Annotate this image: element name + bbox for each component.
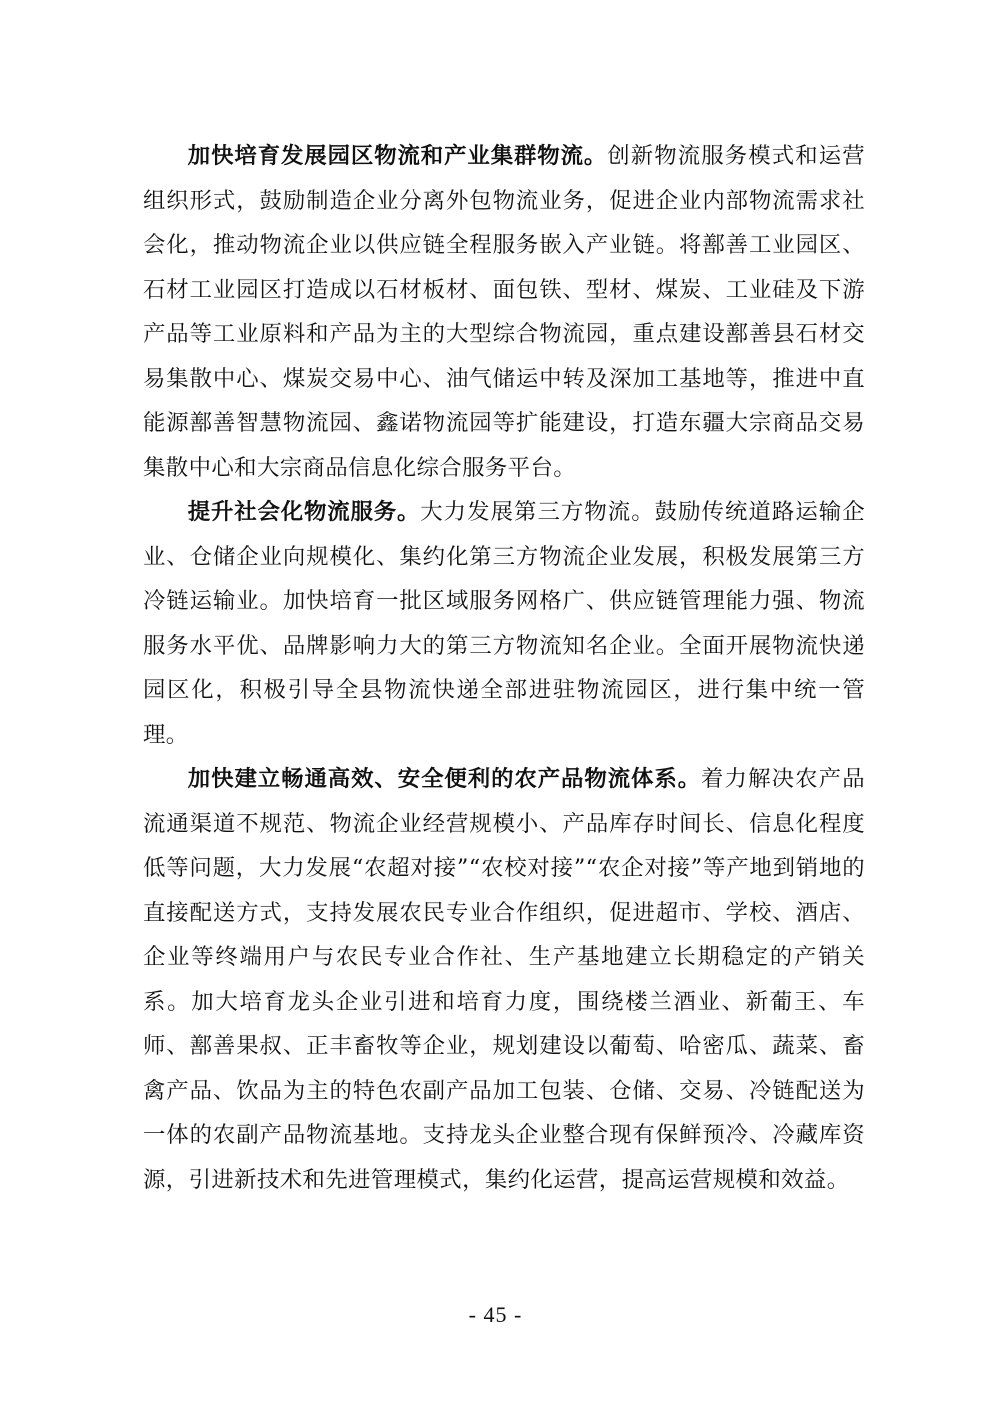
paragraph-social-logistics — [143, 490, 865, 757]
paragraph-heading: 加快建立畅通高效、安全便利的农产品物流体系。 — [187, 766, 702, 792]
page-number: - 45 - — [468, 1302, 523, 1327]
paragraph-heading: 提升社会化物流服务。 — [187, 499, 421, 525]
document-body — [143, 134, 865, 1202]
paragraph-text: 大力发展第三方物流。鼓励传统道路运输企业、仓储企业向规模化、集约化第三方物流企业发展，积极发展第三方冷链运输业。加快培育一批区域服务网格广、供应链管理能力强、物流服务水平优、品牌影响力大的第三方物流知名企业。全面开展物流快递园区化，积极引导全县物流快递全部进驻物流园区，进行集中统一管理。 — [143, 499, 865, 748]
paragraph-text: 着力解决农产品流通渠道不规范、物流企业经营规模小、产品库存时间长、信息化程度低等问题，大力发展“农超对接”“农校对接”“农企对接”等产地到销地的直接配送方式，支持发展农民专业合作组织，促进超市、学校、酒店、企业等终端用户与农民专业合作社、生产基地建立长期稳定的产销关系。加大培育龙头企业引进和培育力度，围绕楼兰酒业、新葡王、车师、鄯善果叔、正丰畜牧等企业，规划建设以葡萄、哈密瓜、蔬菜、畜禽产品、饮品为主的特色农副产品加工包装、仓储、交易、冷链配送为一体的农副产品物流基地。支持龙头企业整合现有保鲜预冷、冷藏库资源，引进新技术和先进管理模式，集约化运营，提高运营规模和效益。 — [143, 766, 865, 1193]
paragraph-text: 创新物流服务模式和运营组织形式，鼓励制造企业分离外包物流业务，促进企业内部物流需求社会化，推动物流企业以供应链全程服务嵌入产业链。将鄯善工业园区、石材工业园区打造成以石材板材、面包铁、型材、煤炭、工业硅及下游产品等工业原料和产品为主的大型综合物流园，重点建设鄯善县石材交易集散中心、煤炭交易中心、油气储运中转及深加工基地等，推进中直能源鄯善智慧物流园、鑫诺物流园等扩能建设，打造东疆大宗商品交易集散中心和大宗商品信息化综合服务平台。 — [143, 143, 865, 481]
paragraph-heading: 加快培育发展园区物流和产业集群物流。 — [187, 143, 608, 169]
paragraph-agri-logistics — [143, 757, 865, 1202]
paragraph-park-logistics — [143, 134, 865, 490]
